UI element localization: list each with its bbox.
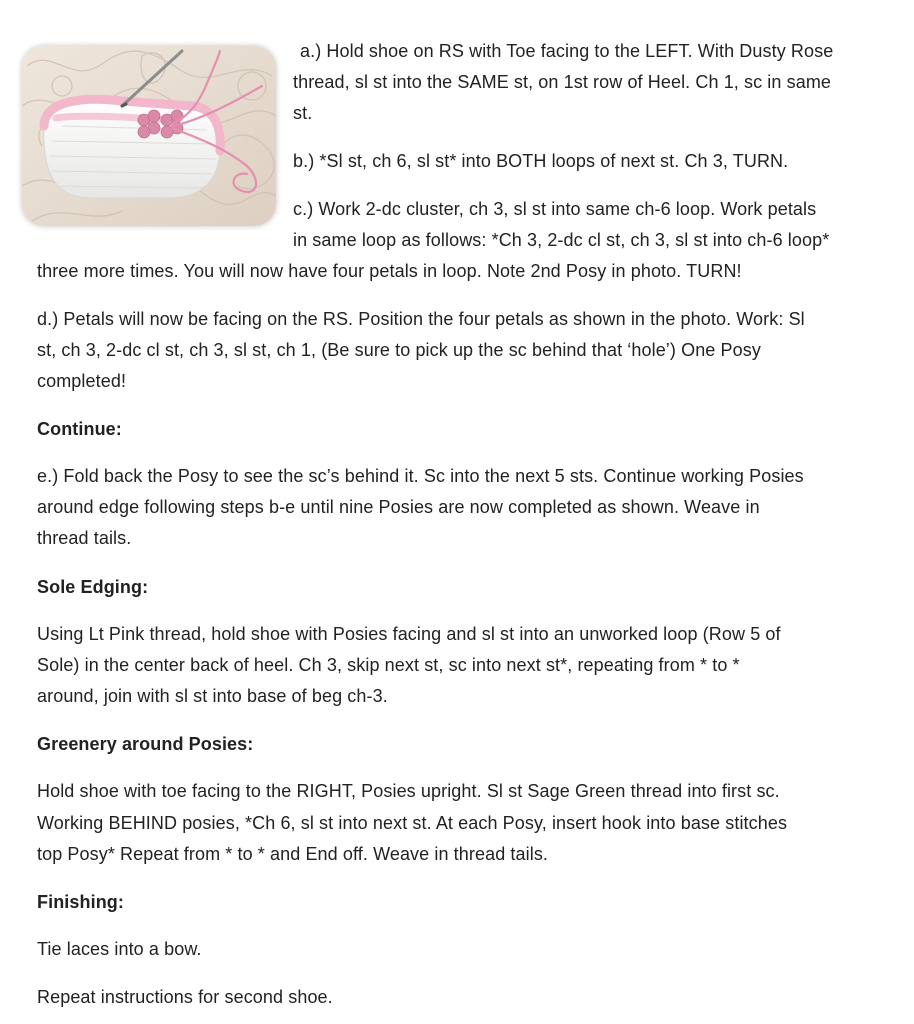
sole-edging-line-3: around, join with sl st into base of beg ch-3. [37,686,388,706]
finishing-heading: Finishing: [37,892,124,912]
step-a-line-1: a.) Hold shoe on RS with Toe facing to the LEFT. With Dusty Rose [300,41,834,61]
finishing-line-1: Tie laces into a bow. [37,939,202,959]
finishing-line-2: Repeat instructions for second shoe. [37,987,333,1007]
step-c-line-2: in same loop as follows: *Ch 3, 2-dc cl st, ch 3, sl st into ch-6 loop* [293,230,830,250]
sole-edging-heading: Sole Edging: [37,577,149,597]
sole-edging-line-1: Using Lt Pink thread, hold shoe with Posies facing and sl st into an unworked loop (Row 5 of [37,624,781,644]
greenery-line-1: Hold shoe with toe facing to the RIGHT, Posies upright. Sl st Sage Green thread into first sc. [37,781,780,801]
step-b-line-1: b.) *Sl st, ch 6, sl st* into BOTH loops of next st. Ch 3, TURN. [293,151,789,171]
sole-edging-line-2: Sole) in the center back of heel. Ch 3, skip next st, sc into next st*, repeating from * to * [37,655,740,675]
step-d-line-1: d.) Petals will now be facing on the RS. Position the four petals as shown in the photo. Work: Sl [37,309,805,329]
greenery-line-3: top Posy* Repeat from * to * and End off. Weave in thread tails. [37,844,549,864]
step-e-line-1: e.) Fold back the Posy to see the sc’s behind it. Sc into the next 5 sts. Continue working Posies [37,466,804,486]
continue-heading: Continue: [37,419,122,439]
step-e-line-3: thread tails. [37,528,132,548]
greenery-heading: Greenery around Posies: [37,734,254,754]
step-c-line-3: three more times. You will now have four petals in loop. Note 2nd Posy in photo. TURN! [37,261,742,281]
step-a-line-2: thread, sl st into the SAME st, on 1st row of Heel. Ch 1, sc in same [293,72,832,92]
step-e-line-2: around edge following steps b-e until nine Posies are now completed as shown. Weave in [37,497,760,517]
step-d-line-2: st, ch 3, 2-dc cl st, ch 3, sl st, ch 1, (Be sure to pick up the sc behind that ‘hole’) One Posy [37,340,761,360]
crochet-shoe-photo [22,46,276,226]
step-a-line-3: st. [293,103,313,123]
greenery-line-2: Working BEHIND posies, *Ch 6, sl st into next st. At each Posy, insert hook into base stitches [37,813,788,833]
step-c-line-1: c.) Work 2-dc cluster, ch 3, sl st into same ch-6 loop. Work petals [293,199,817,219]
step-d-line-3: completed! [37,371,127,391]
